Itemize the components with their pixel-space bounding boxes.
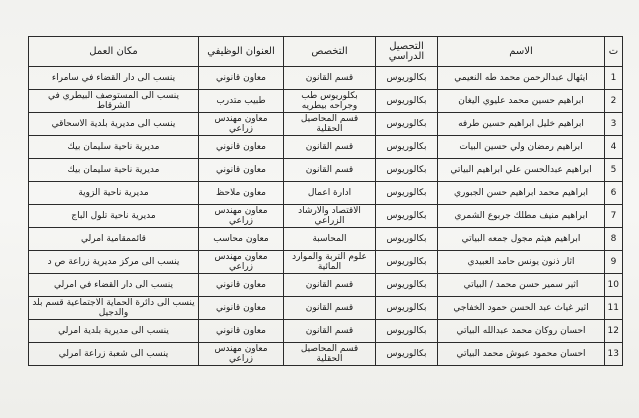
cell-job-title: معاون قانوني	[199, 136, 284, 159]
header-workplace: مكان العمل	[29, 37, 199, 67]
cell-name: ابراهيم محمد ابراهيم حسن الجبوري	[438, 182, 605, 205]
cell-specialization: قسم القانون	[284, 67, 376, 90]
cell-job-title: معاون مهندس زراعي	[199, 251, 284, 274]
cell-education: بكالوريوس	[376, 182, 438, 205]
header-education: التحصيل الدراسي	[376, 37, 438, 67]
cell-workplace: مديرية ناحية الزوية	[29, 182, 199, 205]
cell-education: بكالوريوس	[376, 113, 438, 136]
cell-workplace: ينسب الى مديرية بلدية امرلي	[29, 320, 199, 343]
table-row	[29, 251, 623, 274]
table-row	[29, 159, 623, 182]
cell-name: اثار ذنون يونس حامد العبيدي	[438, 251, 605, 274]
cell-workplace: ينسب الى دائرة الحماية الاجتماعية قسم بلد والدجيل	[29, 297, 199, 320]
cell-workplace: مديرية ناحية سليمان بيك	[29, 136, 199, 159]
table-body	[29, 67, 623, 366]
cell-job-title: معاون قانوني	[199, 274, 284, 297]
cell-education: بكالوريوس	[376, 228, 438, 251]
header-name: الاسم	[438, 37, 605, 67]
cell-name: احسان روكان محمد عبدالله البياتي	[438, 320, 605, 343]
cell-specialization: علوم التربة والموارد المائية	[284, 251, 376, 274]
cell-job-title: معاون مهندس زراعي	[199, 343, 284, 366]
cell-name: ابراهيم رمضان ولي حسين البيات	[438, 136, 605, 159]
cell-num: 4	[605, 136, 623, 159]
cell-workplace: ينسب الى مديرية بلدية الاسحاقي	[29, 113, 199, 136]
table-row	[29, 228, 623, 251]
cell-workplace: مديرية ناحية تلول الباج	[29, 205, 199, 228]
cell-workplace: ينسب الى شعبة زراعة امرلي	[29, 343, 199, 366]
cell-job-title: معاون قانوني	[199, 297, 284, 320]
cell-workplace: ينسب الى مركز مديرية زراعة ص د	[29, 251, 199, 274]
cell-workplace: ينسب الى دار القضاء في سامراء	[29, 67, 199, 90]
cell-job-title: معاون قانوني	[199, 159, 284, 182]
table-row	[29, 182, 623, 205]
table-row	[29, 320, 623, 343]
cell-num: 11	[605, 297, 623, 320]
cell-name: اثير سمير حسن محمد / البياتي	[438, 274, 605, 297]
cell-education: بكالوريوس	[376, 159, 438, 182]
table-row	[29, 274, 623, 297]
cell-education: بكالوريوس	[376, 205, 438, 228]
table-row	[29, 205, 623, 228]
cell-job-title: معاون مهندس زراعي	[199, 113, 284, 136]
cell-specialization: قسم القانون	[284, 297, 376, 320]
cell-name: اثير غياث عبد الحسن حمود الخفاجي	[438, 297, 605, 320]
cell-workplace: ينسب الى المستوصف البيطري في الشرقاط	[29, 90, 199, 113]
cell-specialization: قسم القانون	[284, 159, 376, 182]
cell-education: بكالوريوس	[376, 90, 438, 113]
cell-num: 12	[605, 320, 623, 343]
table-row	[29, 113, 623, 136]
cell-job-title: معاون مهندس زراعي	[199, 205, 284, 228]
cell-job-title: معاون ملاحظ	[199, 182, 284, 205]
cell-name: ابراهيم هيثم مجول جمعه البياتي	[438, 228, 605, 251]
header-job-title: العنوان الوظيفي	[199, 37, 284, 67]
cell-num: 7	[605, 205, 623, 228]
staff-table	[28, 36, 623, 366]
cell-workplace: مديرية ناحية سليمان بيك	[29, 159, 199, 182]
cell-num: 10	[605, 274, 623, 297]
table-row	[29, 297, 623, 320]
cell-name: احسان محمود عبوش محمد البياتي	[438, 343, 605, 366]
cell-name: ايثهال عبدالرحمن محمد طه النعيمي	[438, 67, 605, 90]
header-specialization: التخصص	[284, 37, 376, 67]
header-num: ت	[605, 37, 623, 67]
header-row	[29, 37, 623, 67]
cell-job-title: معاون قانوني	[199, 320, 284, 343]
cell-name: ابراهيم عبدالحسن علي ابراهيم البياتي	[438, 159, 605, 182]
cell-specialization: الاقتصاد والارشاد الزراعي	[284, 205, 376, 228]
cell-specialization: قسم القانون	[284, 320, 376, 343]
cell-education: بكالوريوس	[376, 67, 438, 90]
cell-num: 8	[605, 228, 623, 251]
cell-specialization: قسم المحاصيل الحقلية	[284, 343, 376, 366]
cell-education: بكالوريوس	[376, 251, 438, 274]
cell-workplace: ينسب الى دار القضاء في امرلي	[29, 274, 199, 297]
cell-job-title: معاون محاسب	[199, 228, 284, 251]
cell-specialization: قسم القانون	[284, 136, 376, 159]
cell-num: 3	[605, 113, 623, 136]
cell-specialization: ادارة اعمال	[284, 182, 376, 205]
cell-num: 6	[605, 182, 623, 205]
table-row	[29, 136, 623, 159]
table-row	[29, 90, 623, 113]
cell-num: 13	[605, 343, 623, 366]
cell-name: ابراهيم حسين محمد عليوي اليغان	[438, 90, 605, 113]
cell-specialization: قسم المحاصيل الحقلية	[284, 113, 376, 136]
cell-job-title: معاون قانوني	[199, 67, 284, 90]
table-header	[29, 37, 623, 67]
cell-education: بكالوريوس	[376, 136, 438, 159]
cell-num: 1	[605, 67, 623, 90]
cell-name: ابراهيم خليل ابراهيم حسين طرفه	[438, 113, 605, 136]
cell-specialization: قسم القانون	[284, 274, 376, 297]
cell-num: 9	[605, 251, 623, 274]
cell-education: بكالوريوس	[376, 343, 438, 366]
cell-workplace: قائممقامية امرلي	[29, 228, 199, 251]
cell-name: ابراهيم منيف مطلك جربوع الشمري	[438, 205, 605, 228]
cell-education: بكالوريوس	[376, 297, 438, 320]
cell-job-title: طبيب متدرب	[199, 90, 284, 113]
table-row	[29, 67, 623, 90]
cell-specialization: بكلوريوس طب وجراحه بيطريه	[284, 90, 376, 113]
cell-education: بكالوريوس	[376, 274, 438, 297]
cell-num: 5	[605, 159, 623, 182]
cell-education: بكالوريوس	[376, 320, 438, 343]
cell-specialization: المحاسبة	[284, 228, 376, 251]
table-row	[29, 343, 623, 366]
cell-num: 2	[605, 90, 623, 113]
